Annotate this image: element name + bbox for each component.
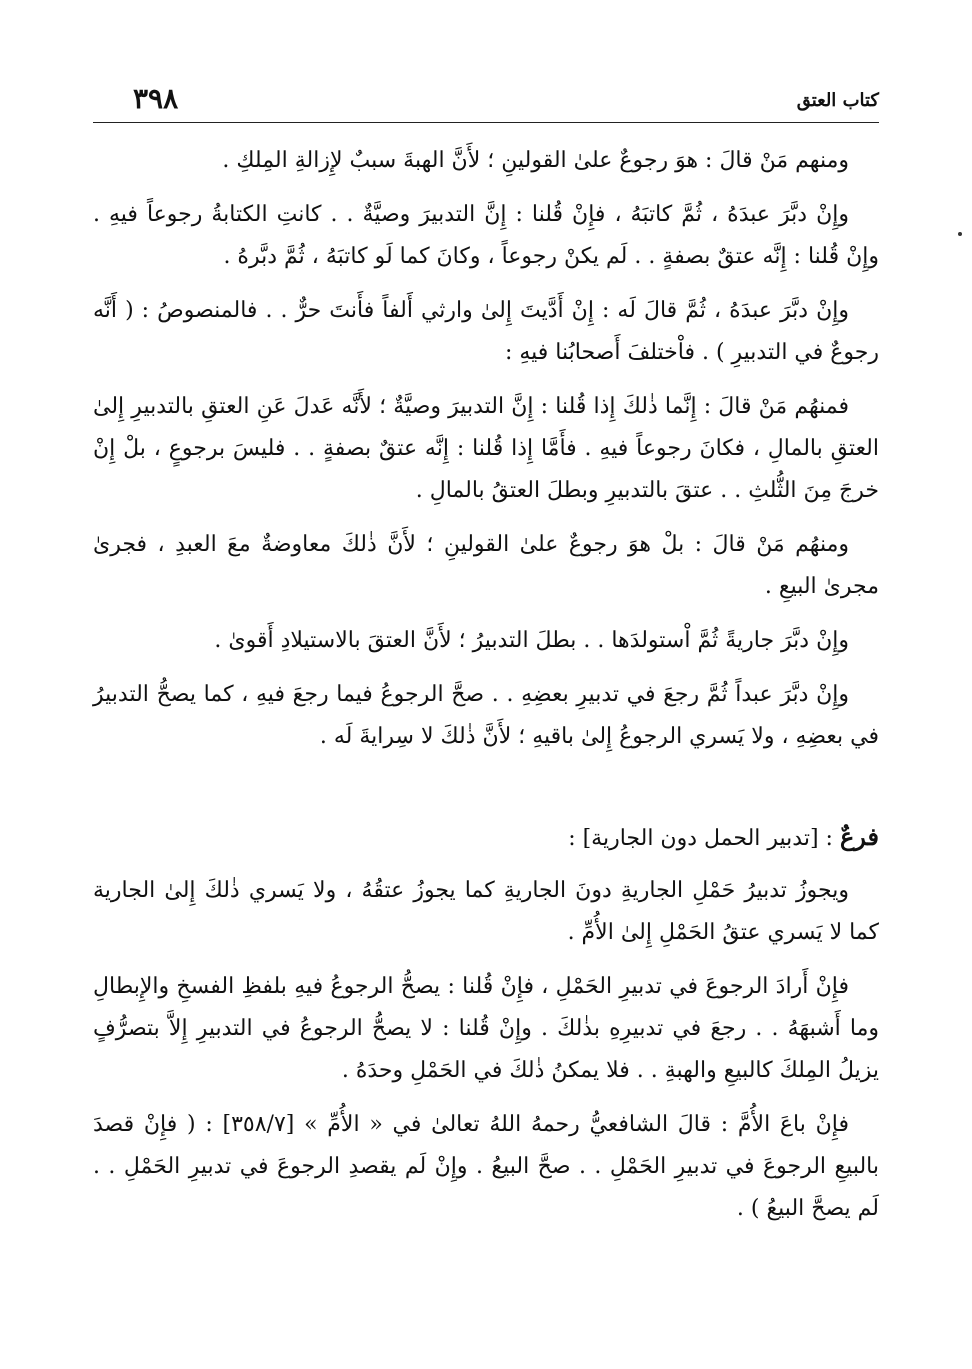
paragraph: فإِنْ أَرادَ الرجوعَ في تدبيرِ الحَمْلِ ، فإِنْ قُلنا : يصحُّ الرجوعُ فيهِ بلفظِ الفسخِ والإِبطالِ وما أَشبهَهُ . . رجعَ في تدبيرِهِ بذٰلكَ . وإِنْ قُلنا : لا يصحُّ الرجوعُ في التدبيرِ إِلاَّ بتصرُّفٍ يزيلُ المِلكَ كالبيعِ والهبةِ . . فلا يمكنُ ذٰلكَ في الحَمْلِ وحدَهُ .	[93, 974, 879, 1083]
paragraph: ويجوزُ تدبيرُ حَمْلِ الجاريةِ دونَ الجاريةِ كما يجوزُ عتقُهُ ، ولا يَسري ذٰلكَ إِلىٰ الجارية كما لا يَسري عتقُ الحَمْلِ إِلىٰ الأُمِّ .	[93, 878, 879, 945]
margin-mark	[958, 232, 962, 236]
paragraph: فإِنْ باعَ الأُمَّ : قالَ الشافعيُّ رحمهُ اللهُ تعالىٰ في « الأُمِّ » [٣٥٨/٧] : ( فإِنْ قصدَ بالبيعِ الرجوعَ في تدبيرِ الحَمْلِ . . صحَّ البيعُ . وإِنْ لَم يقصدِ الرجوعَ في تدبيرِ الحَمْلِ . . لَم يصحَّ البيعُ ) .	[93, 1112, 879, 1221]
section-heading	[93, 816, 879, 860]
paragraph: وإِنْ دبَّرَ جاريةً ثُمَّ اْستولدَها . . بطلَ التدبيرُ ؛ لأَنَّ العتقَ بالاستيلادِ أَقوىٰ .	[214, 628, 849, 653]
paragraph: ومنهم مَنْ قالَ : هوَ رجوعٌ علىٰ القولينِ ؛ لأَنَّ الهبةَ سببٌ لإِزالةِ المِلكِ .	[222, 148, 849, 173]
paragraph: فمنهُم مَنْ قالَ : إِنَّما ذٰلكَ إِذا قُلنا : إِنَّ التدبيرَ وصيَّةٌ ؛ لأَنَّه عَدلَ عَنِ العتقِ بالتدبيرِ إِلىٰ العتقِ بالمالِ ، فكانَ رجوعاً فيهِ . فأَمَّا إِذا قُلنا : إِنَّه عتقٌ بصفةٍ . . فليسَ برجوعٍ ، بلْ إِنْ خرجَ مِنَ الثُّلثِ . . عتقَ بالتدبيرِ وبطلَ العتقُ بالمالِ .	[93, 394, 879, 503]
page-number: ٣٩٨	[133, 82, 179, 115]
running-title: كتاب العتق	[796, 90, 879, 111]
section-label: فرعٌ	[839, 822, 879, 851]
paragraph: وإِنْ دبَّرَ عبداً ثُمَّ رجعَ في تدبيرِ بعضِهِ . . صحَّ الرجوعُ فيما رجعَ فيهِ ، كما يصحُّ التدبيرُ في بعضِهِ ، ولا يَسري الرجوعُ إِلىٰ باقيهِ ؛ لأَنَّ ذٰلكَ لا سِرايةَ لَه .	[93, 682, 879, 749]
main-text	[93, 140, 879, 1242]
paragraph: وإِنْ دبَّرَ عبدَهُ ، ثُمَّ قالَ لَه : إِنْ أَدَّيتَ إِلىٰ وارثي أَلفاً فأَنتَ حرٌّ . . فالمنصوصُ : ( أَنَّه رجوعٌ في التدبيرِ ) . فاْختلفَ أَصحابُنا فيهِ :	[93, 298, 879, 365]
section-title: : [تدبير الحمل دون الجارية] :	[568, 826, 833, 851]
page-header	[93, 82, 879, 123]
paragraph: ومنهُم مَنْ قالَ : بلْ هوَ رجوعٌ علىٰ القولينِ ؛ لأَنَّ ذٰلكَ معاوضةٌ معَ العبدِ ، فجرىٰ مجرىٰ البيعِ .	[93, 532, 879, 599]
paragraph: وإِنْ دبَّرَ عبدَهُ ، ثُمَّ كاتبَهُ ، فإِنْ قُلنا : إِنَّ التدبيرَ وصيَّةٌ . . كانتِ الكتابةُ رجوعاً فيهِ . وإِنْ قُلنا : إِنَّه عتقٌ بصفةٍ . . لَم يكنْ رجوعاً ، وكانَ كما لَو كاتبَهُ ، ثُمَّ دبَّرهُ .	[93, 202, 879, 269]
section-gap	[93, 770, 879, 816]
